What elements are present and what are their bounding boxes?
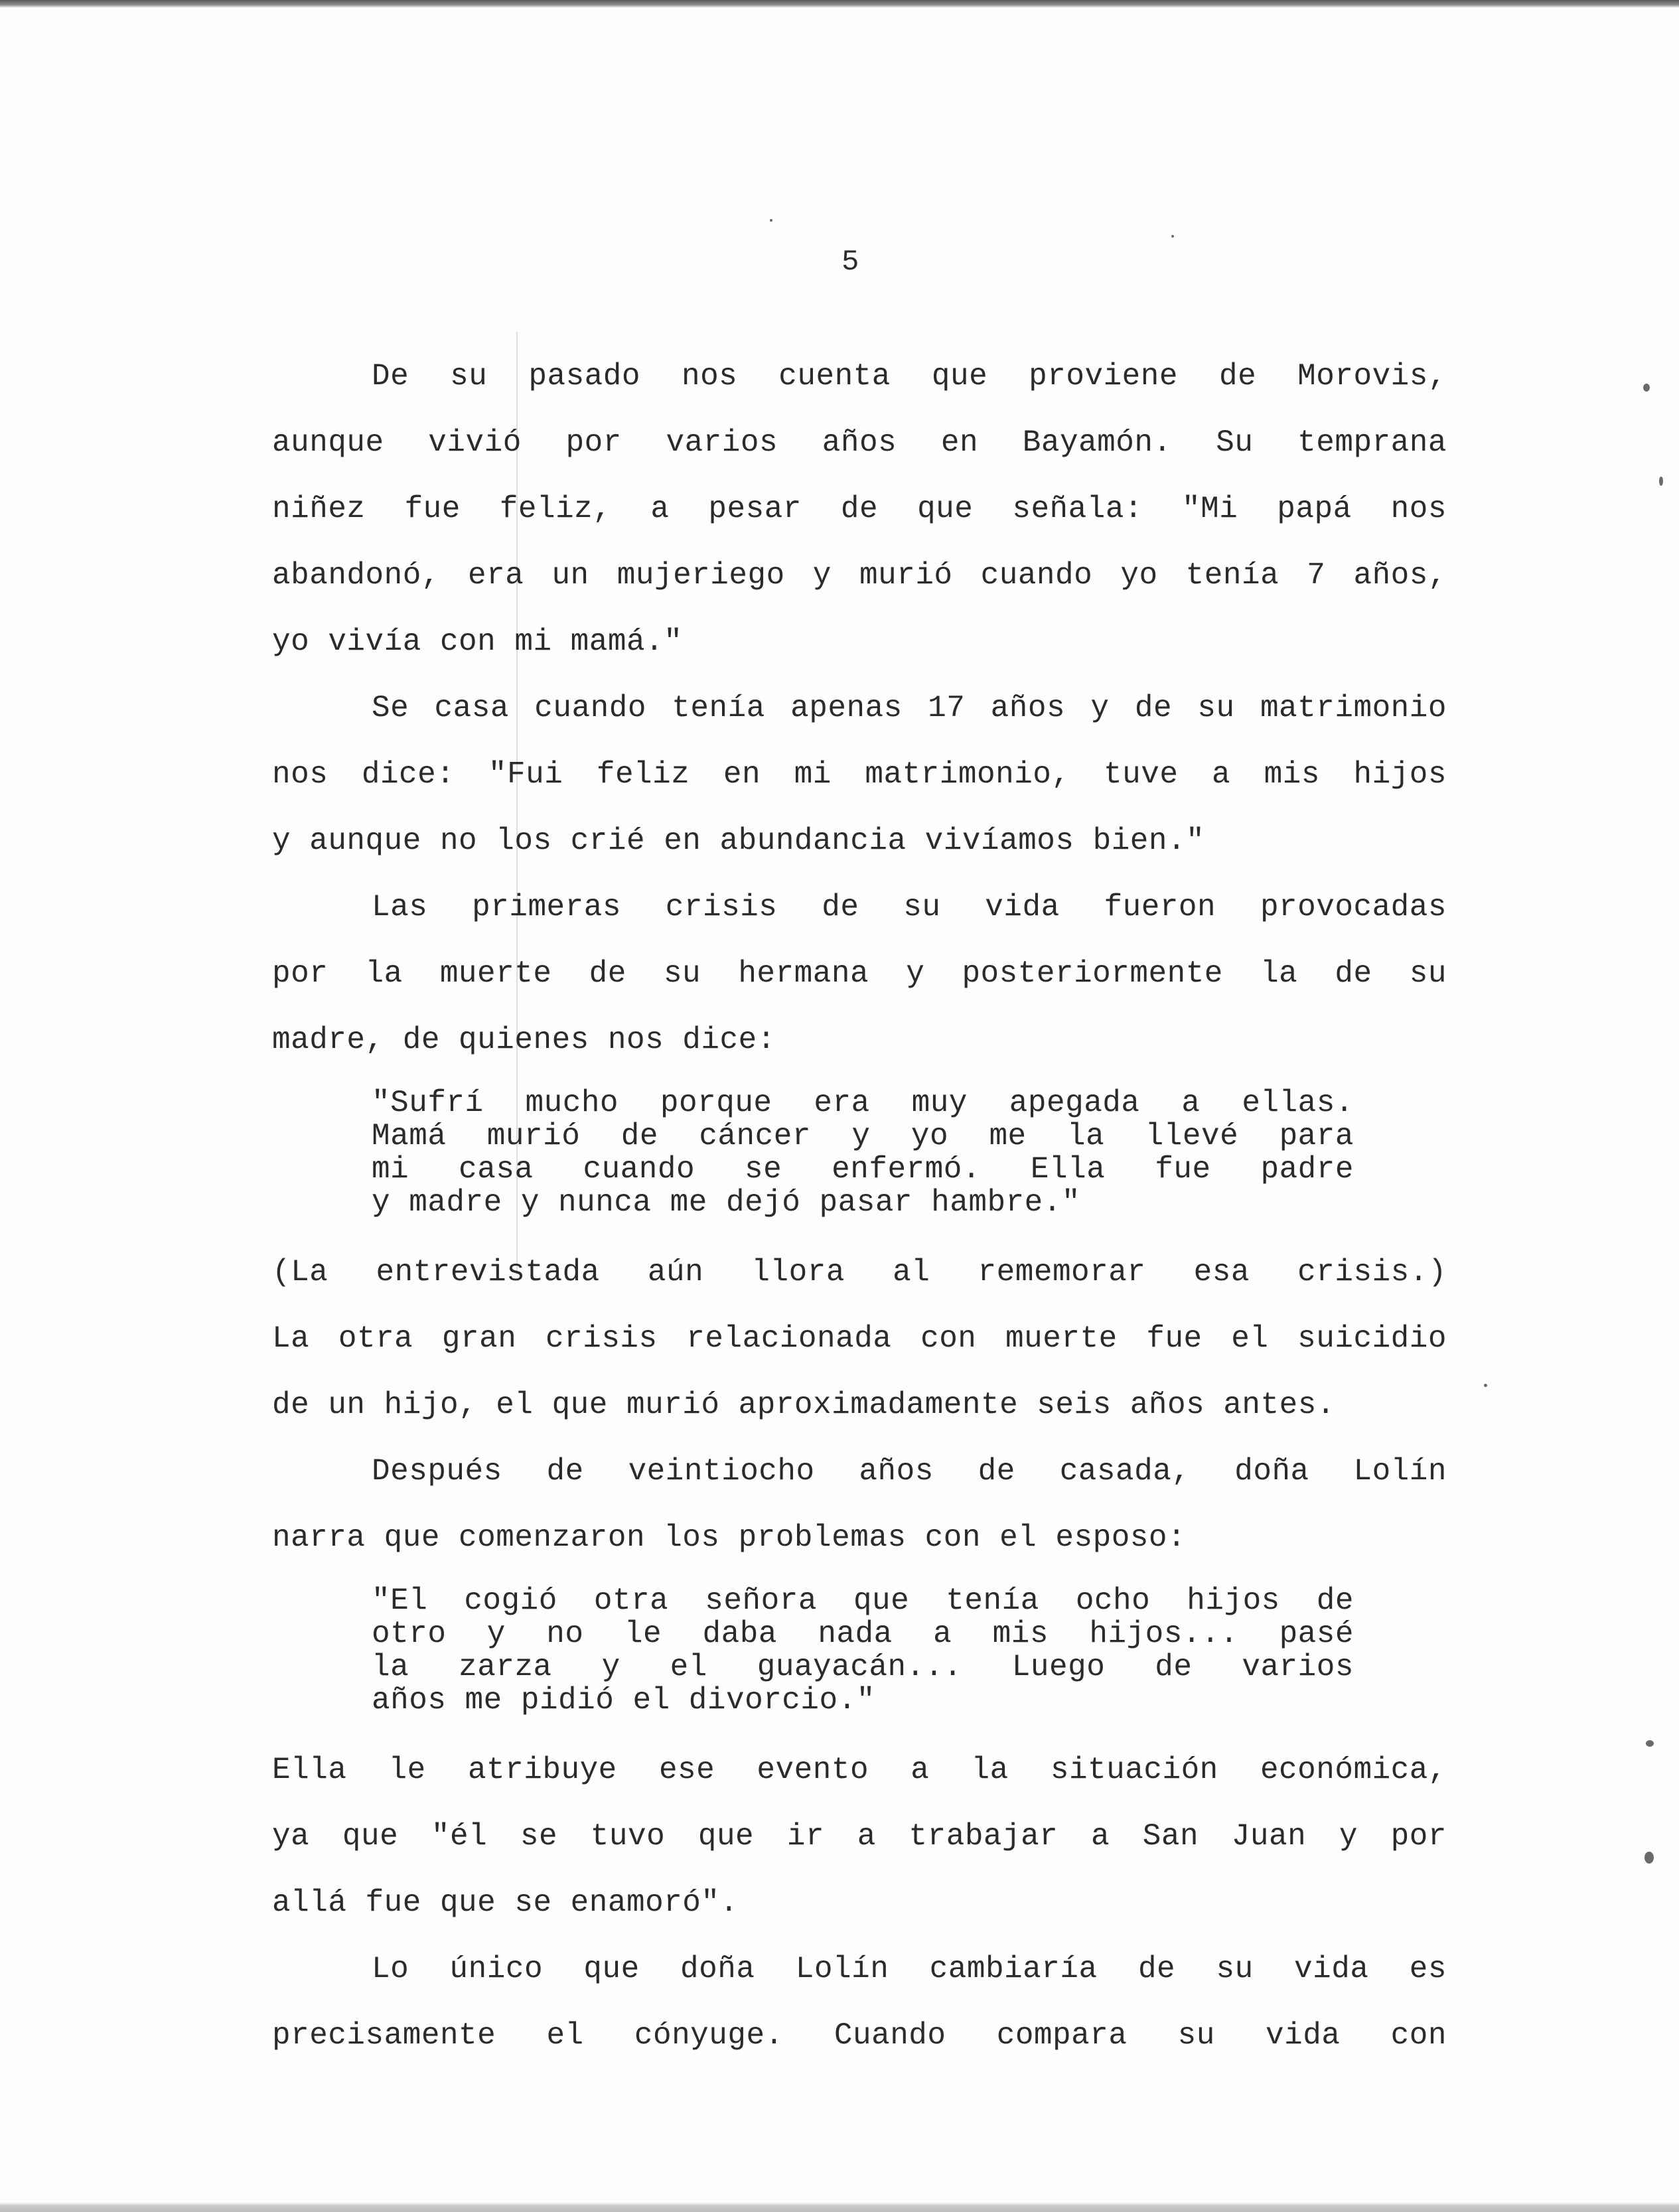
text-line: ya que "él se tuvo que ir a trabajar a San Juan y por <box>272 1819 1447 1854</box>
text-line: Lo único que doña Lolín cambiaría de su vida es <box>372 1952 1447 1986</box>
text-line: por la muerte de su hermana y posteriormente la de su <box>272 956 1447 991</box>
scan-speck <box>1646 1740 1654 1747</box>
text-line: allá fue que se enamoró". <box>272 1885 739 1920</box>
paragraph-3 <box>272 874 1447 1073</box>
text-line: aunque vivió por varios años en Bayamón. Su temprana <box>272 425 1447 460</box>
scan-speck <box>1484 1384 1487 1387</box>
text-line: y aunque no los crié en abundancia vivíamos bien." <box>272 824 1205 858</box>
text-line: nos dice: "Fui feliz en mi matrimonio, tuve a mis hijos <box>272 757 1447 792</box>
paragraph-4 <box>272 1239 1447 1438</box>
body-text <box>272 343 1447 2069</box>
paragraph-5 <box>272 1438 1447 1571</box>
quote-line: y madre y nunca me dejó pasar hambre." <box>372 1185 1080 1220</box>
text-line: Después de veintiocho años de casada, doña Lolín <box>372 1454 1447 1489</box>
text-line: narra que comenzaron los problemas con el esposo: <box>272 1520 1187 1555</box>
scan-speck <box>1643 384 1650 392</box>
scan-speck <box>1659 477 1663 486</box>
text-line: niñez fue feliz, a pesar de que señala: "Mi papá nos <box>272 492 1447 526</box>
quote-text <box>372 1584 1354 1717</box>
text-line: La otra gran crisis relacionada con muerte fue el suicidio <box>272 1321 1447 1356</box>
paragraph-1 <box>272 343 1447 675</box>
quote-line: "Sufrí mucho porque era muy apegada a ellas. <box>372 1086 1354 1120</box>
scan-top-edge <box>0 0 1679 8</box>
page-number: 5 <box>841 246 859 279</box>
text-line: abandonó, era un mujeriego y murió cuando yo tenía 7 años, <box>272 558 1447 593</box>
scan-bottom-edge <box>0 2202 1679 2212</box>
quote-line: otro y no le daba nada a mis hijos... pasé <box>372 1617 1354 1651</box>
paragraph-6 <box>272 1737 1447 1936</box>
scan-speck <box>1171 235 1174 238</box>
text-line: madre, de quienes nos dice: <box>272 1023 776 1057</box>
text-line: (La entrevistada aún llora al rememorar esa crisis.) <box>272 1255 1447 1290</box>
quote-line: años me pidió el divorcio." <box>372 1683 875 1718</box>
block-quote-2 <box>272 1571 1447 1737</box>
text-line: yo vivía con mi mamá." <box>272 625 683 659</box>
text-line: precisamente el cónyuge. Cuando compara su vida con <box>272 2018 1447 2053</box>
text-line: De su pasado nos cuenta que proviene de Morovis, <box>372 359 1447 394</box>
scan-speck <box>1644 1852 1654 1864</box>
text-line: Las primeras crisis de su vida fueron provocadas <box>372 890 1447 924</box>
paragraph-2 <box>272 675 1447 874</box>
paragraph-7 <box>272 1936 1447 2069</box>
block-quote-1 <box>272 1073 1447 1239</box>
text-line: de un hijo, el que murió aproximadamente seis años antes. <box>272 1388 1335 1422</box>
quote-line: la zarza y el guayacán... Luego de varios <box>372 1650 1354 1684</box>
quote-line: "El cogió otra señora que tenía ocho hijos de <box>372 1584 1354 1618</box>
text-line: Se casa cuando tenía apenas 17 años y de su matrimonio <box>372 691 1447 725</box>
quote-line: Mamá murió de cáncer y yo me la llevé para <box>372 1119 1354 1153</box>
scan-speck <box>770 219 772 222</box>
quote-line: mi casa cuando se enfermó. Ella fue padre <box>372 1152 1354 1187</box>
quote-text <box>372 1086 1354 1219</box>
text-line: Ella le atribuye ese evento a la situación económica, <box>272 1753 1447 1787</box>
